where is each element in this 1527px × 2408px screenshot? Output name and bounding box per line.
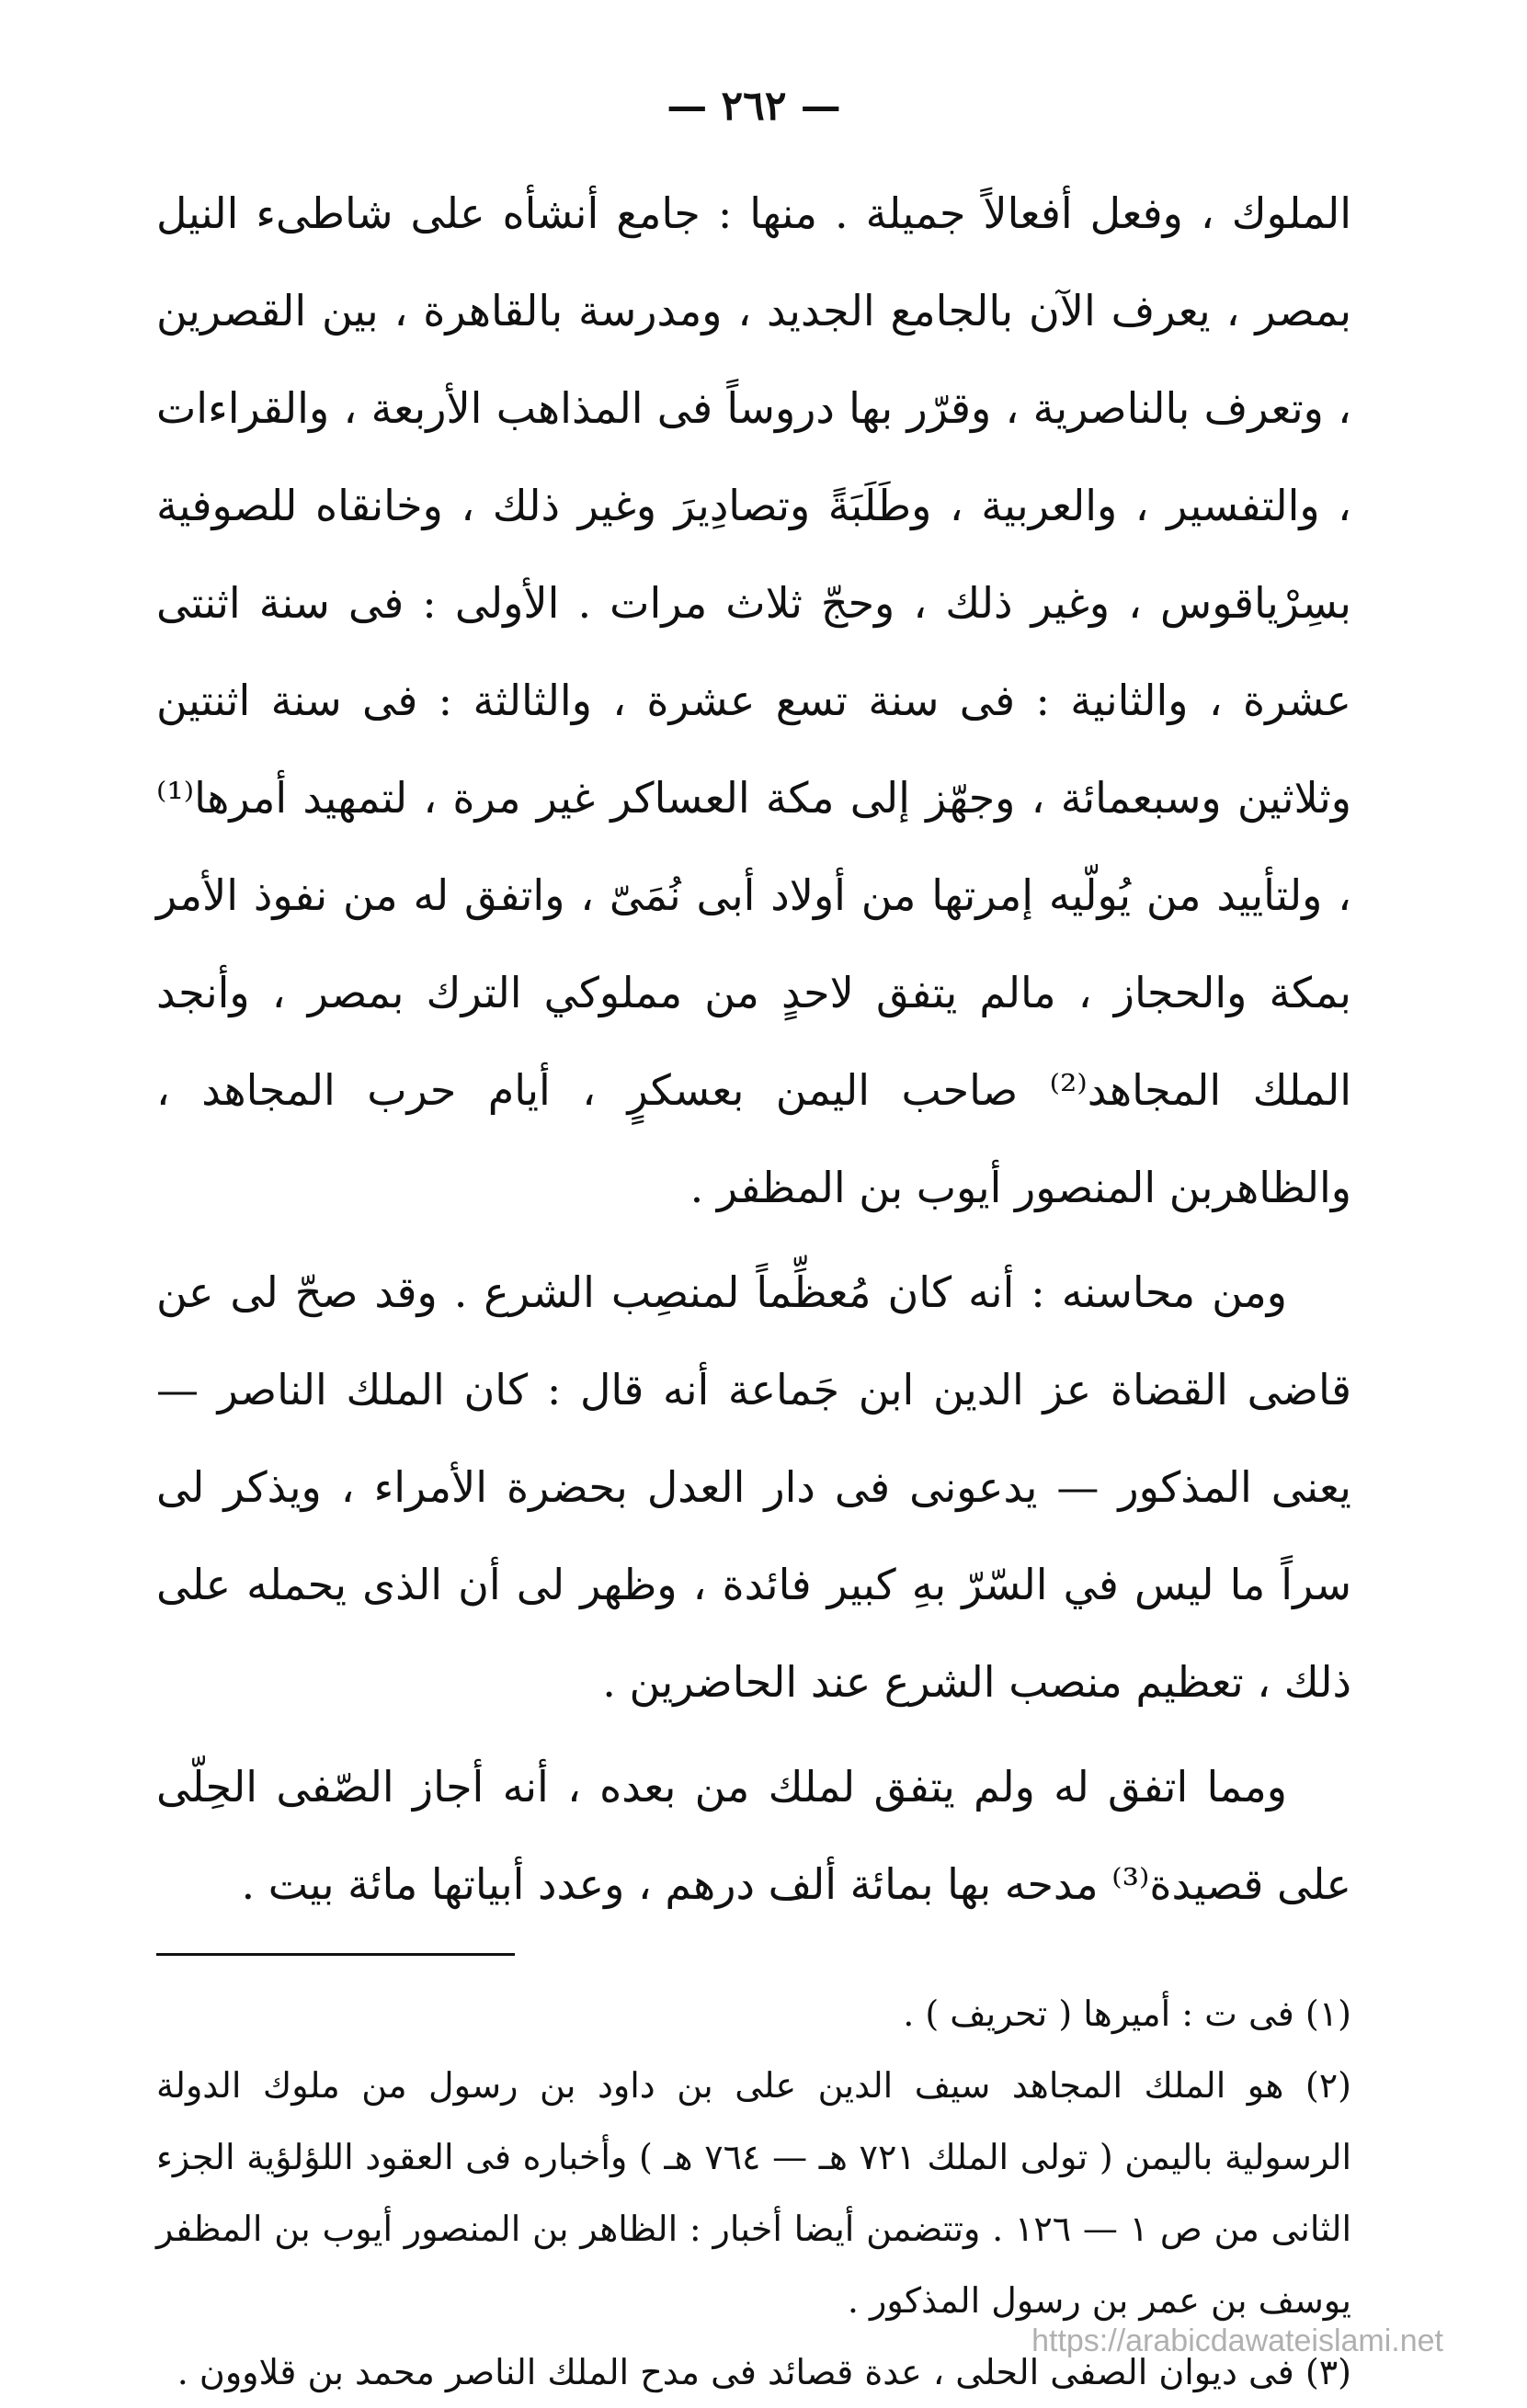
page-number: — ٢٦٢ —: [667, 83, 841, 130]
main-text: [156, 165, 1351, 1933]
footnote: (٣) فى ديوان الصفى الحلى ، عدة قصائد فى مدح الملك الناصر محمد بن قلاوون .: [177, 2352, 1351, 2392]
document-page: [156, 83, 1352, 2392]
footnote: (٢) هو الملك المجاهد سيف الدين على بن داود بن رسول من ملوك الدولة الرسولية باليمن ( تولى الملك ٧٢١ هـ — ٧٦٤ هـ ) وأخباره فى العقود اللؤلؤية الجزء الثانى من ص ١ — ١٢٦ . وتتضمن أيضا أخبار : الظاهر بن المنصور أيوب بن المظفر يوسف بن عمر بن رسول المذكور .: [156, 2065, 1352, 2321]
paragraph: الملوك ، وفعل أفعالاً جميلة . منها : جامع أنشأه على شاطىء النيل بمصر ، يعرف الآن بالجامع الجديد ، ومدرسة بالقاهرة ، بين القصرين ، وتعرف بالناصرية ، وقرّر بها دروساً فى المذاهب الأربعة ، والقراءات ، والتفسير ، والعربية ، وطَلَبَةً وتصادِيرَ وغير ذلك ، وخانقاه للصوفية بسِرْياقوس ، وغير ذلك ، وحجّ ثلاث مرات . الأولى : فى سنة اثنتى عشرة ، والثانية : فى سنة تسع عشرة ، والثالثة : فى سنة اثنتين وثلاثين وسبعمائة ، وجهّز إلى مكة العساكر غير مرة ، لتمهيد أمرها⁽¹⁾ ، ولتأييد من يُولّيه إمرتها من أولاد أبى نُمَىّ ، واتفق له من نفوذ الأمر بمكة والحجاز ، مالم يتفق لاحدٍ من مملوكي الترك بمصر ، وأنجد الملك المجاهد⁽²⁾ صاحب اليمن بعسكرٍ ، أيام حرب المجاهد ، والظاهربن المنصور أيوب بن المظفر .: [156, 188, 1352, 1212]
footnote: (١) فى ت : أميرها ( تحريف ) .: [903, 1993, 1351, 2034]
footnote-divider: [156, 1953, 515, 1956]
watermark-url: https://arabicdawateislami.net: [1031, 2323, 1443, 2358]
paragraph: ومما اتفق له ولم يتفق لملك من بعده ، أنه أجاز الصّفى الحِلّى على قصيدة⁽³⁾ مدحه بها بمائة ألف درهم ، وعدد أبياتها مائة بيت .: [156, 1762, 1351, 1909]
paragraph: ومن محاسنه : أنه كان مُعظِّماً لمنصِب الشرع . وقد صحّ لى عن قاضى القضاة عز الدين ابن جَماعة أنه قال : كان الملك الناصر — يعنى المذكور — يدعونى فى دار العدل بحضرة الأمراء ، ويذكر لى سراً ما ليس في السّرّ بهِ كبير فائدة ، وظهر لى أن الذى يحمله على ذلك ، تعظيم منصب الشرع عند الحاضرين .: [156, 1267, 1351, 1707]
